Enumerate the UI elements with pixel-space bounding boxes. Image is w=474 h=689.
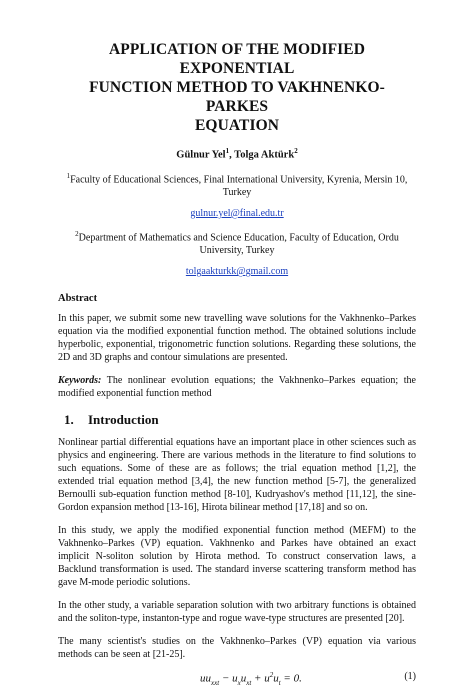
author-2-affil-mark: 2	[294, 147, 298, 155]
intro-paragraph-3: In the other study, a variable separation solution with two arbitrary functions is obtained and the soliton-type, instanton-type and rogue wave-type structures are presented [20].	[58, 600, 416, 625]
author-separator: ,	[229, 149, 235, 161]
equation-number: (1)	[404, 671, 416, 683]
affiliation-1-mark: 1	[66, 171, 71, 180]
intro-paragraph-2: In this study, we apply the modified exponential function method (MEFM) to the Vakhnenko–Parkes (VP) equation. Vakhnenko and Parkes have obtained an exact implicit N-soliton solution by Hirota method. To construct conservation laws, a Backlund transformation is used. The standard inverse scattering transform method has gave M-mode periodic solutions.	[58, 525, 416, 589]
affiliation-2-mark: 2	[75, 229, 79, 238]
abstract-body: In this paper, we submit some new travelling wave solutions for the Vakhnenko–Parkes equation via the modified exponential function method. The obtained solutions include hyperbolic, exponential, trigonometric function solutions. Regarding these solutions, the 2D and 3D graphs and contour simulations are presented.	[58, 313, 416, 364]
abstract-heading: Abstract	[58, 293, 98, 305]
author-1-affil-mark: 1	[225, 147, 230, 155]
equation-1-row	[58, 671, 416, 689]
affiliation-1	[58, 170, 416, 199]
email-link-1[interactable]: gulnur.yel@final.edu.tr	[190, 207, 284, 219]
affiliation-2	[58, 228, 416, 257]
section-number: 1.	[64, 412, 74, 428]
title-line-3: EQUATION	[194, 117, 280, 134]
keywords	[58, 374, 416, 400]
affiliation-1-text: Faculty of Educational Sciences, Final International University, Kyrenia, Mersin 10, Turkey	[70, 173, 408, 198]
author-1: Gülnur Yel	[176, 149, 226, 161]
section-title: Introduction	[88, 412, 159, 428]
keywords-text: The nonlinear evolution equations; the Vakhnenko–Parkes equation; the modified exponential function method	[58, 375, 416, 400]
author-list	[58, 147, 416, 161]
author-2: Tolga Aktürk	[234, 149, 295, 161]
vp-equation: $uu_{xxt} - u_xu_{xt} + u^2u_t = 0$.	[200, 671, 302, 687]
title-line-1: APPLICATION OF THE MODIFIED EXPONENTIAL	[108, 41, 366, 77]
intro-paragraph-1: Nonlinear partial differential equations have an important place in other sciences such as physics and engineering. There are various methods in the literature to find solutions to such equations. Some of these are as follows; the trial equation method [1,2], the extended trial equation method [3,4], the new function method [5-7], the generalized Bernoulli sub-equation function method [8-10], Kudryashov's method [11,12], the sine-Gordon expansion method [13-16], Hirota bilinear method [17,18] and so on.	[58, 437, 416, 514]
paper-title	[58, 40, 416, 135]
intro-paragraph-4: The many scientist's studies on the Vakhnenko–Parkes (VP) equation via various methods can be seen at [21-25].	[58, 636, 416, 661]
keywords-label: Keywords:	[58, 375, 102, 387]
affiliation-2-text: Department of Mathematics and Science Education, Faculty of Education, Ordu University, Turkey	[78, 232, 399, 257]
email-link-2[interactable]: tolgaakturkk@gmail.com	[185, 266, 289, 278]
title-line-2: FUNCTION METHOD TO VAKHNENKO-PARKES	[89, 79, 385, 115]
section-heading-introduction	[64, 412, 416, 428]
